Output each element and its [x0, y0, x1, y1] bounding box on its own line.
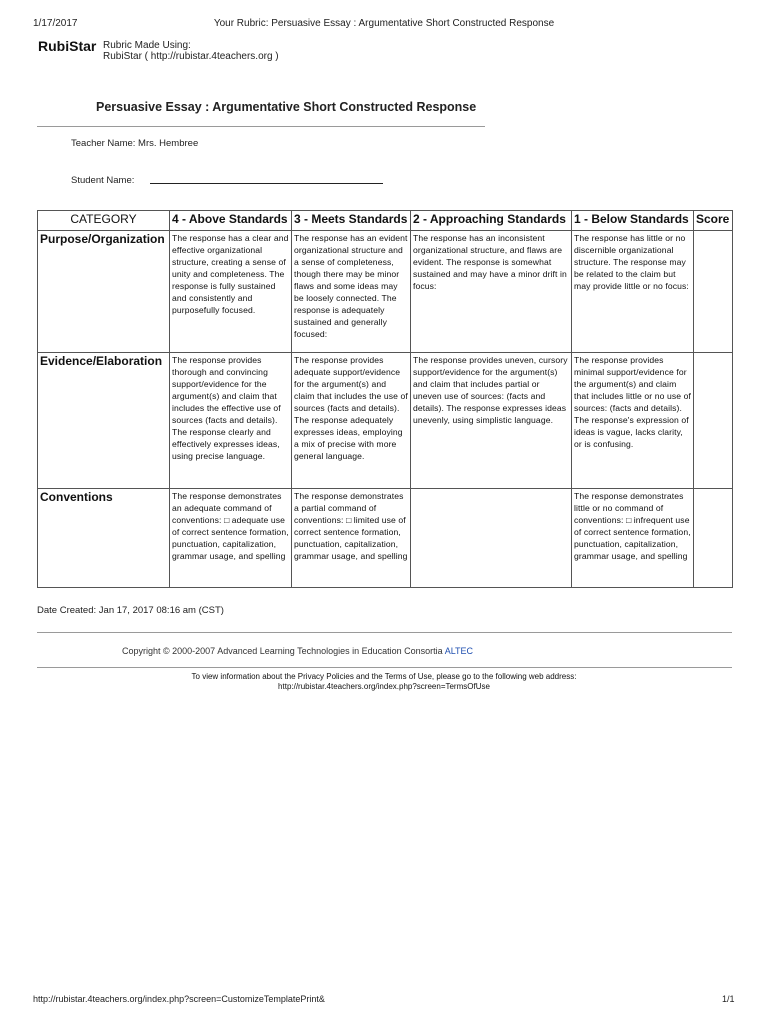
criteria-cell: The response has an inconsistent organizational structure, and flaws are evident. The response is somewhat sustained and may have a minor drift in focus:	[411, 231, 572, 353]
table-row	[38, 489, 733, 588]
print-footer-page-number: 1/1	[722, 994, 735, 1004]
criteria-cell: The response demonstrates a partial command of conventions: □ limited use of correct sentence formation, punctuation, capitalization, grammar usage, and spelling	[292, 489, 411, 588]
table-row	[38, 353, 733, 489]
category-cell: Purpose/Organization	[38, 231, 170, 353]
privacy-url[interactable]: http://rubistar.4teachers.org/index.php?screen=TermsOfUse	[278, 682, 490, 691]
header-level-1: 1 - Below Standards	[572, 211, 694, 231]
rubric-header-row	[38, 211, 733, 231]
criteria-cell: The response demonstrates little or no command of conventions: □ infrequent use of correct sentence formation, punctuation, capitalization, grammar usage, and spelling	[572, 489, 694, 588]
copyright-text: Copyright © 2000-2007 Advanced Learning Technologies in Education Consortia	[122, 646, 443, 656]
header-score: Score	[694, 211, 733, 231]
header-category: CATEGORY	[38, 211, 170, 231]
privacy-notice	[0, 672, 768, 692]
score-cell	[694, 489, 733, 588]
print-header-title: Your Rubric: Persuasive Essay : Argumentative Short Constructed Response	[213, 18, 555, 29]
header-level-4: 4 - Above Standards	[170, 211, 292, 231]
altec-link[interactable]: ALTEC	[444, 646, 474, 656]
rubric-table	[37, 210, 733, 588]
title-divider	[37, 126, 485, 127]
criteria-cell: The response has little or no discernible organizational structure. The response may be related to the claim but may provide little or no focus:	[572, 231, 694, 353]
made-using-line2: RubiStar ( http://rubistar.4teachers.org )	[103, 51, 279, 62]
criteria-cell: The response provides adequate support/evidence for the argument(s) and claim that includes the use of sources (facts and details). The response adequately expresses ideas, employing a mix of precise with more general language.	[292, 353, 411, 489]
date-created: Date Created: Jan 17, 2017 08:16 am (CST)	[37, 605, 224, 616]
privacy-line1: To view information about the Privacy Policies and the Terms of Use, please go to the following web address:	[191, 672, 577, 681]
criteria-cell: The response demonstrates an adequate command of conventions: □ adequate use of correct sentence formation, punctuation, capitalization, grammar usage, and spelling	[170, 489, 292, 588]
footer-divider-top	[37, 632, 732, 633]
criteria-cell: The response provides uneven, cursory support/evidence for the argument(s) and claim that includes partial or uneven use of sources: (facts and details). The response expresses ideas unevenly, using simplistic language.	[411, 353, 572, 489]
footer-divider-bottom	[37, 667, 732, 668]
header-level-3: 3 - Meets Standards	[292, 211, 411, 231]
score-cell	[694, 353, 733, 489]
category-cell: Evidence/Elaboration	[38, 353, 170, 489]
copyright-notice	[122, 646, 473, 656]
made-using-line1: Rubric Made Using:	[103, 40, 191, 51]
made-using-note	[103, 40, 279, 62]
student-name-label: Student Name:	[71, 175, 135, 186]
score-cell	[694, 231, 733, 353]
teacher-name: Teacher Name: Mrs. Hembree	[71, 138, 199, 149]
criteria-cell: The response provides minimal support/evidence for the argument(s) and claim that includes little or no use of sources: (facts and details). The response's expression of ideas is vague, lacks clarity, or is confusing.	[572, 353, 694, 489]
print-footer-url: http://rubistar.4teachers.org/index.php?screen=CustomizeTemplatePrint&	[33, 994, 325, 1004]
criteria-cell: The response provides thorough and convincing support/evidence for the argument(s) and claim that includes the effective use of sources (facts and details). The response clearly and effectively expresses ideas, using precise language.	[170, 353, 292, 489]
criteria-cell	[411, 489, 572, 588]
student-name-blank	[150, 183, 383, 184]
print-header-date: 1/17/2017	[33, 18, 78, 29]
page-title: Persuasive Essay : Argumentative Short Constructed Response	[96, 100, 477, 114]
table-row	[38, 231, 733, 353]
header-level-2: 2 - Approaching Standards	[411, 211, 572, 231]
criteria-cell: The response has an evident organizational structure and a sense of completeness, though there may be minor flaws and some ideas may be loosely connected. The response is adequately sustained and generally focused:	[292, 231, 411, 353]
criteria-cell: The response has a clear and effective organizational structure, creating a sense of unity and completeness. The response is fully sustained and consistently and purposefully focused.	[170, 231, 292, 353]
rubistar-logo: RubiStar	[38, 38, 97, 54]
category-cell: Conventions	[38, 489, 170, 588]
